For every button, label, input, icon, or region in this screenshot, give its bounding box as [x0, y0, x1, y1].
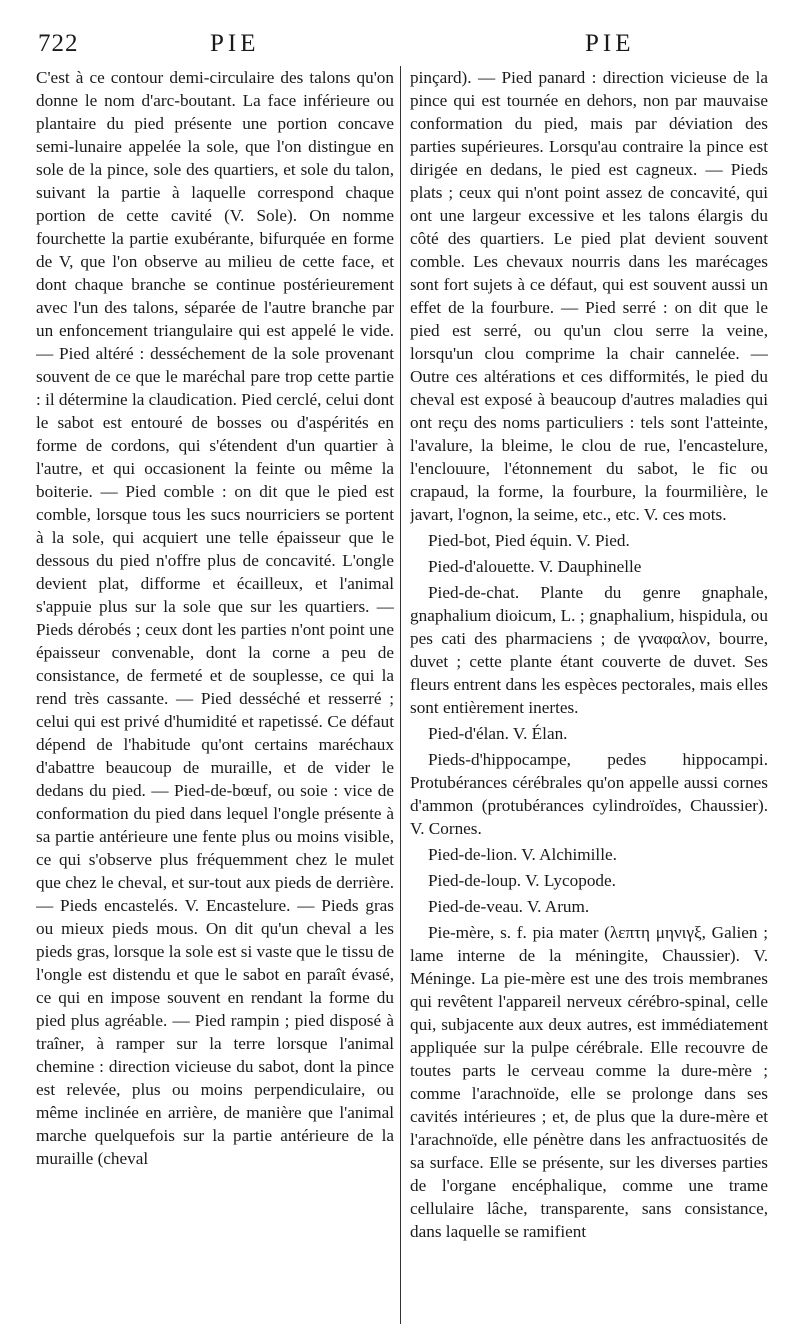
entry-pied-d-alouette: Pied-d'alouette. V. Dauphinelle — [428, 557, 642, 576]
running-head-left: PIE — [210, 30, 260, 57]
entry-pied-d-elan: Pied-d'élan. V. Élan. — [428, 724, 568, 743]
entry-pie-mere: Pie-mère, s. f. pia mater (λεπτη μηνιγξ, Galien ; lame interne de la méningite, Chaussier). V. Méninge. La pie-mère est une des trois membranes qui revêtent l'appareil nerveux cérébro-spinal, celle qui, subjacente aux deux autres, est immédiatement appliquée sur la pulpe cérébrale. Elle recouvre de toutes parts le cerveau comme la dure-mère ; comme l'arachnoïde, elle se prolonge dans ses cavités intérieures ; et, de plus que la dure-mère et l'arachnoïde, elle pénètre dans les anfractuosités de sa surface. Elle se présente, sur les diverses parties de l'organe encéphalique, comme une trame cellulaire lâche, transparente, sans consistance, dans laquelle se ramifient — [410, 923, 768, 1241]
column-divider — [400, 66, 401, 1324]
entry-pied-de-loup: Pied-de-loup. V. Lycopode. — [428, 871, 616, 890]
right-paragraph-1: pinçard). — Pied panard : direction vicieuse de la pince qui est tournée en dehors, non par mauvaise conformation du pied, mais par déviation des parties supérieures. Lorsqu'au contraire la pince est dirigée en dedans, le pied est cagneux. — Pieds plats ; ceux qui n'ont point assez de concavité, qui ont une largeur excessive et les talons élargis du côté des quartiers. Le pied plat devient souvent comble. Les chevaux nourris dans les marécages sont fort sujets à ce défaut, qui est souvent aussi un effet de la fourbure. — Pied serré : on dit que le pied est serré, ou qu'un clou serre la veine, lorsqu'un clou comprime la chair cannelée. — Outre ces altérations et ces difformités, le pied du cheval est exposé à beaucoup d'autres maladies qui ont reçu des noms particuliers : tels sont l'atteinte, l'avalure, la bleime, le clou de rue, l'encastelure, l'enclouure, l'étonnement du sabot, le fic ou crapaud, la forme, la fourbure, la fourmilière, le javart, l'ognon, la seime, etc., etc. V. ces mots. — [410, 68, 768, 524]
left-paragraph-1: C'est à ce contour demi-circulaire des talons qu'on donne le nom d'arc-boutant. La face inférieure ou plantaire du pied présente une portion concave semi-lunaire appelée la sole, que l'on distingue en sole de la pince, sole des quartiers, et sole du talon, suivant la partie à laquelle correspond chaque portion de cette cavité (V. Sole). On nomme fourchette la partie exubérante, bifurquée en forme de V, que l'on observe au milieu de cette face, et dont chaque branche se continue postérieurement avec l'un des talons, séparée de l'autre branche par un enfoncement triangulaire qui est appelé le vide. — Pied altéré : desséchement de la sole provenant souvent de ce que le maréchal pare trop cette partie : il détermine la claudication. Pied cerclé, celui dont le sabot est entouré de bosses ou d'aspérités en forme de cordons, qui s'étendent d'un quartier à l'autre, et qui occasionent la feinte ou même la boiterie. — Pied comble : on dit que le pied est comble, lorsque tous les sucs nourriciers se portent à la sole, qui acquiert une telle épaisseur que le dessous du pied n'offre plus de concavité. L'ongle devient plat, difforme et écailleux, et l'animal s'appuie plus sur la sole que sur les quartiers. — Pieds dérobés ; ceux dont les parties n'ont point une épaisseur convenable, dont la corne a peu de consistance, de fermeté et de souplesse, ce qui la rend très cassante. — Pied desséché et resserré ; celui qui est privé d'humidité et rapetissé. Ce défaut dépend de l'habitude qu'ont certains maréchaux d'abattre beaucoup de muraille, et de vider le dedans du pied. — Pied-de-bœuf, ou soie : vice de conformation du pied dans lequel l'ongle présente à sa partie antérieure une fente plus ou moins visible, ce qui s'observe plus fréquemment chez le mulet que chez le cheval, et sur-tout aux pieds de derrière. — Pieds encastelés. V. Encastelure. — Pieds gras ou mieux pieds mous. On dit qu'un cheval a les pieds gras, lorsque la sole est si vaste que le tissu de l'ongle est distendu et que le sabot en paraît évasé, ce qui en impose souvent en rendant la forme du pied plus agréable. — Pied rampin ; pied disposé à traîner, à ramper sur la terre lorsque l'animal chemine : direction vicieuse du sabot, dont la pince est relevée, plus ou moins perpendiculaire, ou même inclinée en arrière, de manière que l'animal marche quelquefois sur la partie antérieure de la muraille (cheval — [36, 68, 394, 1168]
running-head-right: PIE — [585, 30, 635, 57]
entry-pied-de-chat: Pied-de-chat. Plante du genre gnaphale, gnaphalium dioicum, L. ; gnaphalium, hispidula, ou pes cati des pharmaciens ; de γναφαλον, bourre, duvet ; cette plante étant couverte de duvet. Ses fleurs entrent dans les espèces pectorales, mais elles sont entièrement inertes. — [410, 583, 768, 717]
left-column — [36, 66, 394, 1326]
entry-pieds-d-hippocampe: Pieds-d'hippocampe, pedes hippocampi. Protubérances cérébrales qu'on appelle aussi cornes d'ammon (protubérances cylindroïdes, Chaussier). V. Cornes. — [410, 750, 768, 838]
entry-pied-de-veau: Pied-de-veau. V. Arum. — [428, 897, 590, 916]
page-header — [30, 30, 770, 64]
right-column — [410, 66, 768, 1326]
page-number: 722 — [38, 30, 79, 57]
entry-pied-de-lion: Pied-de-lion. V. Alchimille. — [428, 845, 617, 864]
entry-pied-bot: Pied-bot, Pied équin. V. Pied. — [428, 531, 630, 550]
